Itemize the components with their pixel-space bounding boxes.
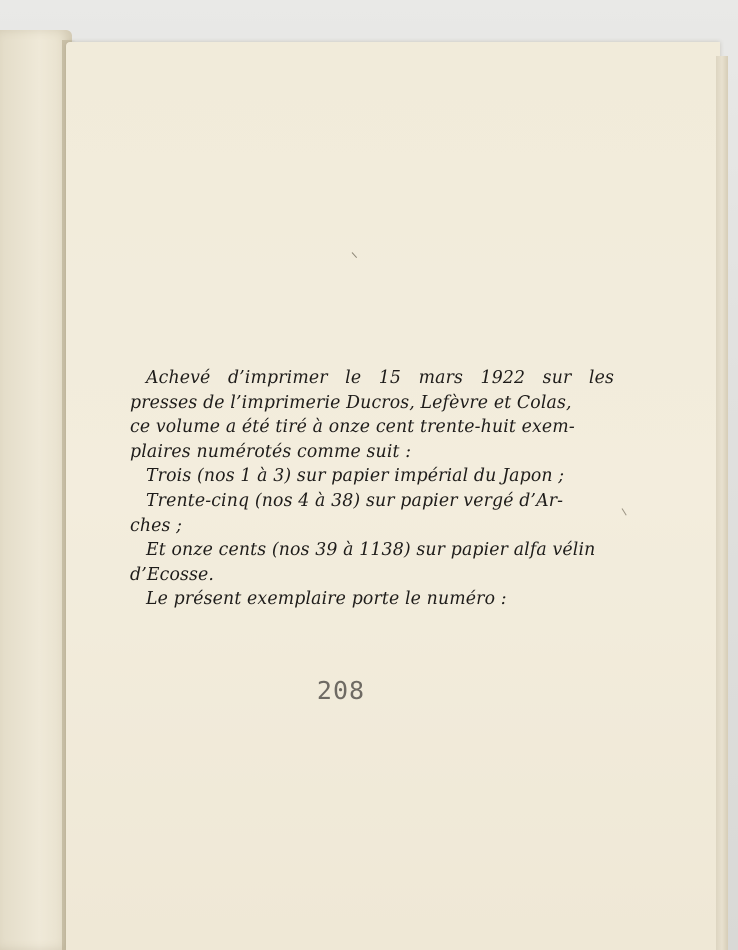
colophon-line: ches ; xyxy=(130,515,183,536)
copy-number-stamp: 208 xyxy=(316,676,366,705)
colophon-line: Achevé d’imprimer le 15 mars 1922 sur les xyxy=(146,368,614,388)
page-edge xyxy=(716,56,728,950)
colophon-line: presses de l’imprimerie Ducros, Lefèvre et Colas, xyxy=(130,392,572,413)
colophon-line: plaires numérotés comme suit : xyxy=(130,441,412,462)
colophon-line: Et onze cents (nos 39 à 1138) sur papier alfa vélin xyxy=(146,540,596,561)
colophon-line: Trente-cinq (nos 4 à 38) sur papier vergé d’Ar- xyxy=(146,490,564,511)
colophon-line: Le présent exemplaire porte le numéro : xyxy=(146,589,507,610)
colophon-line: d’Ecosse. xyxy=(130,564,215,585)
colophon-text xyxy=(130,366,614,612)
colophon-line: ce volume a été tiré à onze cent trente-huit exem- xyxy=(130,417,575,438)
colophon-line: Trois (nos 1 à 3) sur papier impérial du Japon ; xyxy=(146,466,565,487)
